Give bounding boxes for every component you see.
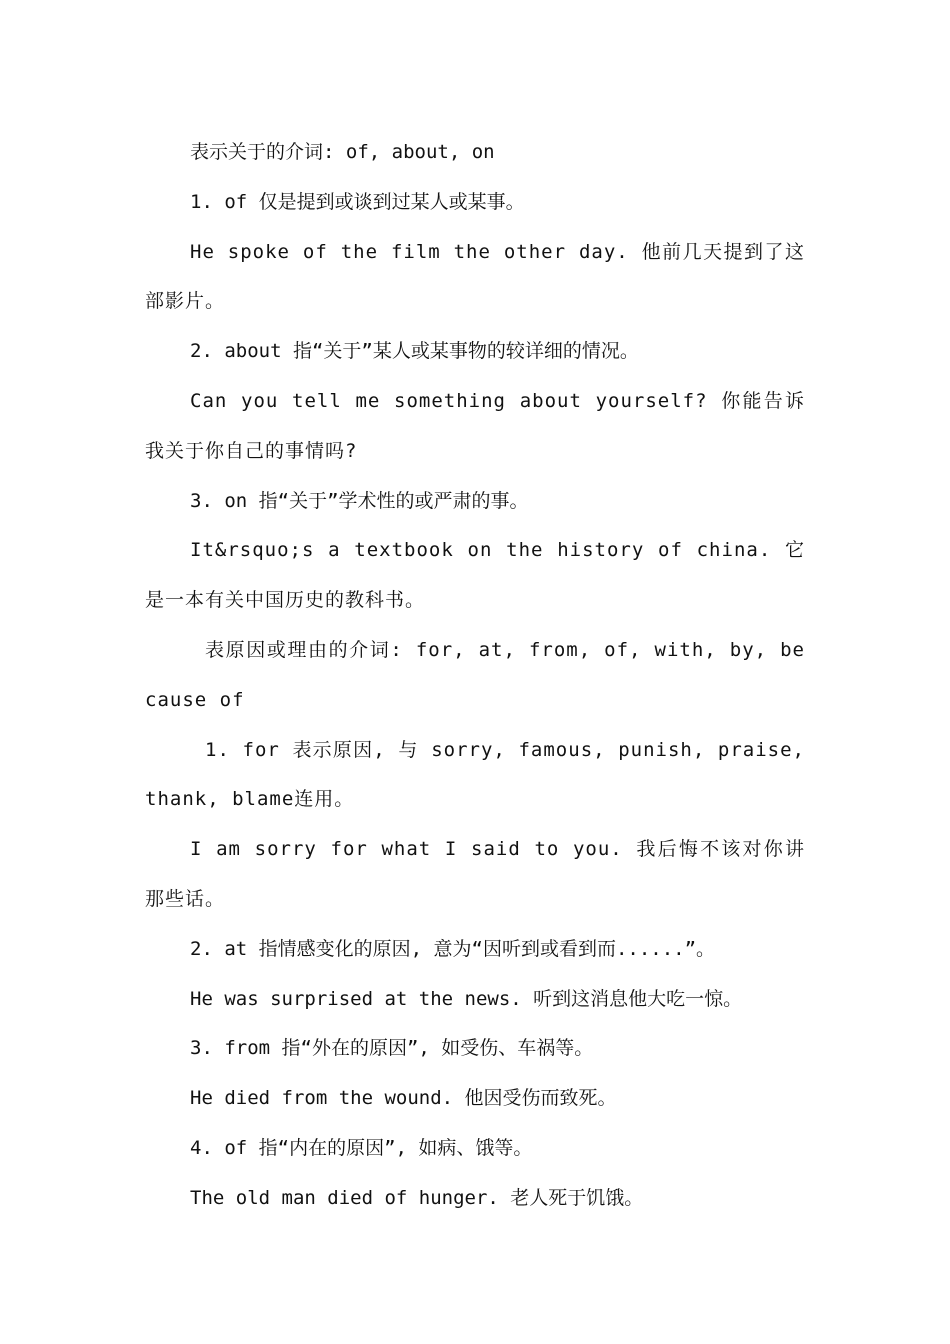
heading-about-prepositions: 表示关于的介词: of, about, on (190, 141, 495, 163)
paragraph-of-rule: 1. of 仅是提到或谈到过某人或某事。 (190, 190, 525, 213)
paragraph-on-rule: 3. on 指“关于”学术性的或严肃的事。 (190, 489, 529, 512)
paragraph-of-cause-example: The old man died of hunger. 老人死于饥饿。 (190, 1186, 644, 1209)
paragraph-at-rule: 2. at 指情感变化的原因, 意为“因听到或看到而......”。 (190, 937, 716, 960)
paragraph-from-example: He died from the wound. 他因受伤而致死。 (190, 1087, 617, 1110)
paragraph-about-example: Can you tell me something about yourself? 你能告诉我关于你自己的事情吗? (145, 389, 805, 462)
paragraph-from-rule: 3. from 指“外在的原因”, 如受伤、车祸等。 (190, 1037, 594, 1060)
paragraph-for-rule: 1. for 表示原因, 与 sorry, famous, punish, praise, thank, blame连用。 (145, 738, 805, 811)
paragraph-on-example: It&rsquo;s a textbook on the history of china. 它是一本有关中国历史的教科书。 (145, 539, 805, 612)
paragraph-about-rule: 2. about 指“关于”某人或某事物的较详细的情况。 (190, 340, 639, 363)
paragraph-at-example: He was surprised at the news. 听到这消息他大吃一惊。 (190, 987, 743, 1010)
paragraph-of-example: He spoke of the film the other day. 他前几天提到了这部影片。 (145, 240, 805, 313)
paragraph-for-example: I am sorry for what I said to you. 我后悔不该对你讲那些话。 (145, 838, 805, 910)
document-body (145, 128, 805, 1224)
heading-reason-prepositions: 表原因或理由的介词: for, at, from, of, with, by, because of (145, 638, 805, 711)
paragraph-of-cause-rule: 4. of 指“内在的原因”, 如病、饿等。 (190, 1136, 533, 1159)
